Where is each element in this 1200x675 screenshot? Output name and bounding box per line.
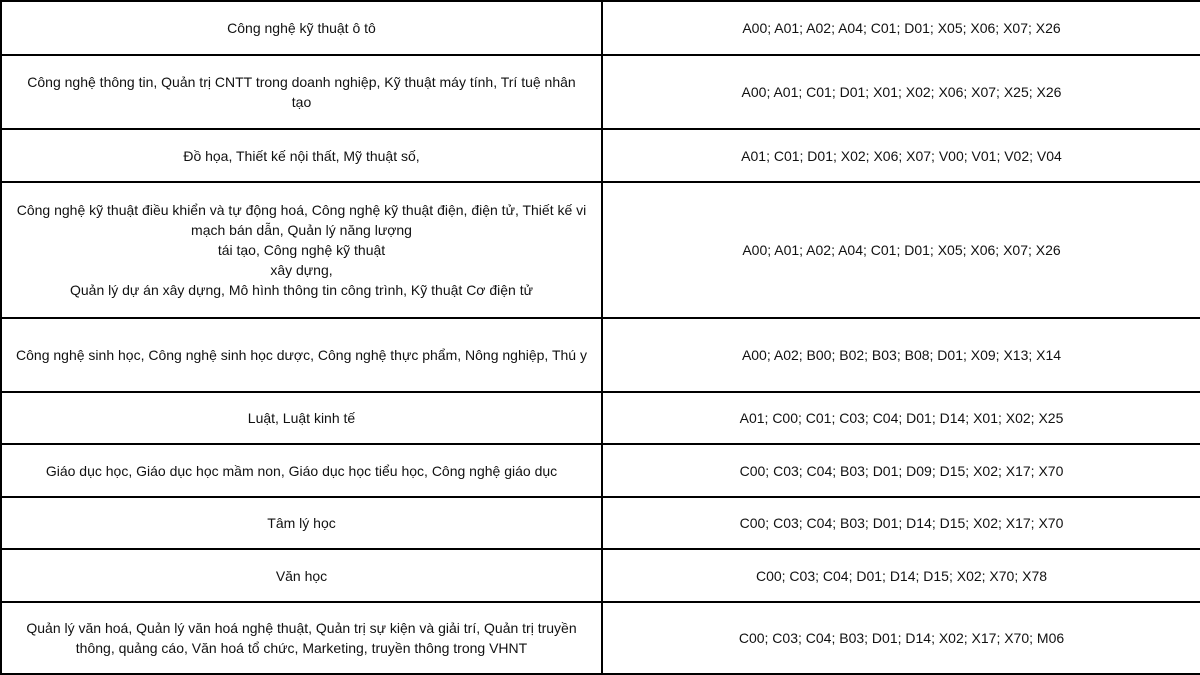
table-row bbox=[1, 182, 1200, 318]
combination-cell: A00; A01; A02; A04; C01; D01; X05; X06; X07; X26 bbox=[602, 1, 1200, 55]
major-cell: Giáo dục học, Giáo dục học mầm non, Giáo dục học tiểu học, Công nghệ giáo dục bbox=[1, 444, 602, 497]
major-cell: Quản lý văn hoá, Quản lý văn hoá nghệ thuật, Quản trị sự kiện và giải trí, Quản trị truyền thông, quảng cáo, Văn hoá tổ chức, Marketing, truyền thông trong VHNT bbox=[1, 602, 602, 674]
table-row bbox=[1, 392, 1200, 444]
major-cell: Công nghệ kỹ thuật ô tô bbox=[1, 1, 602, 55]
table-row bbox=[1, 444, 1200, 497]
combination-cell: A01; C00; C01; C03; C04; D01; D14; X01; X02; X25 bbox=[602, 392, 1200, 444]
table-row bbox=[1, 129, 1200, 182]
combination-cell: C00; C03; C04; B03; D01; D09; D15; X02; X17; X70 bbox=[602, 444, 1200, 497]
major-cell: Công nghệ kỹ thuật điều khiển và tự động hoá, Công nghệ kỹ thuật điện, điện tử, Thiết kế vi mạch bán dẫn, Quản lý năng lượng tái tạo, Công nghệ kỹ thuật xây dựng, Quản lý dự án xây dựng, Mô hình thông tin công trình, Kỹ thuật Cơ điện tử bbox=[1, 182, 602, 318]
table-row bbox=[1, 55, 1200, 129]
table-row bbox=[1, 602, 1200, 674]
major-cell: Công nghệ sinh học, Công nghệ sinh học dược, Công nghệ thực phẩm, Nông nghiệp, Thú y bbox=[1, 318, 602, 392]
table-row bbox=[1, 497, 1200, 549]
combination-cell: A00; A01; C01; D01; X01; X02; X06; X07; X25; X26 bbox=[602, 55, 1200, 129]
table-row bbox=[1, 1, 1200, 55]
combination-cell: C00; C03; C04; B03; D01; D14; D15; X02; X17; X70 bbox=[602, 497, 1200, 549]
combination-cell: A01; C01; D01; X02; X06; X07; V00; V01; V02; V04 bbox=[602, 129, 1200, 182]
combination-cell: C00; C03; C04; B03; D01; D14; X02; X17; X70; M06 bbox=[602, 602, 1200, 674]
major-cell: Công nghệ thông tin, Quản trị CNTT trong doanh nghiệp, Kỹ thuật máy tính, Trí tuệ nhân tạo bbox=[1, 55, 602, 129]
table-row bbox=[1, 549, 1200, 602]
major-cell: Đồ họa, Thiết kế nội thất, Mỹ thuật số, bbox=[1, 129, 602, 182]
major-cell: Văn học bbox=[1, 549, 602, 602]
major-cell: Luật, Luật kinh tế bbox=[1, 392, 602, 444]
combination-cell: C00; C03; C04; D01; D14; D15; X02; X70; X78 bbox=[602, 549, 1200, 602]
combination-cell: A00; A01; A02; A04; C01; D01; X05; X06; X07; X26 bbox=[602, 182, 1200, 318]
combination-cell: A00; A02; B00; B02; B03; B08; D01; X09; X13; X14 bbox=[602, 318, 1200, 392]
major-cell: Tâm lý học bbox=[1, 497, 602, 549]
table-row bbox=[1, 318, 1200, 392]
